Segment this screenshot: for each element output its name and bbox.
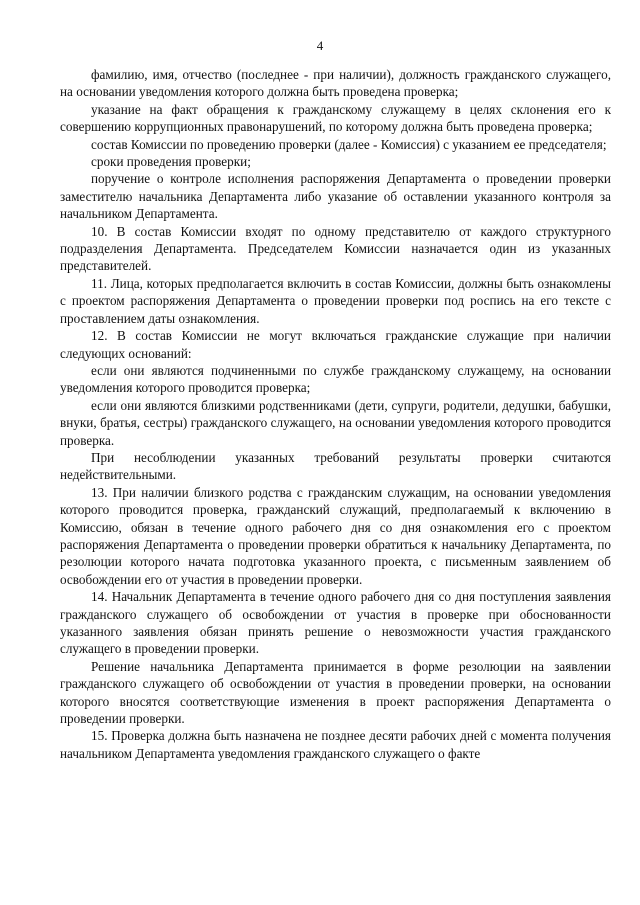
paragraph-15: 15. Проверка должна быть назначена не позднее десяти рабочих дней с момента получения начальником Департамента уведомления гражданского служащего о факте — [60, 728, 611, 761]
paragraph-14: Решение начальника Департамента принимается в форме резолюции на заявлении гражданского служащего об освобождении от участия в проведении проверки, на основании которого вносятся соответствующие изменения в проект распоряжения Департамента о проведении проверки. — [60, 658, 611, 727]
paragraph-3: состав Комиссии по проведению проверки (далее - Комиссия) с указанием ее председателя; — [91, 136, 607, 152]
paragraph-6: 10. В состав Комиссии входят по одному представителю от каждого структурного подразделения Департамента. Председателем Комиссии назначается один из указанных представителей. — [60, 223, 611, 274]
paragraph-4: сроки проведения проверки; — [91, 154, 251, 170]
paragraph-2: указание на факт обращения к гражданскому служащему в целях склонения его к совершению коррупционных правонарушений, по которому должна быть проведена проверка; — [60, 101, 611, 135]
paragraph-10: если они являются близкими родственниками (дети, супруги, родители, дедушки, бабушки, внуки, братья, сестры) гражданского служащего, на основании уведомления которого проводится проверка. — [60, 397, 611, 448]
paragraph-12: 13. При наличии близкого родства с гражданским служащим, на основании уведомления которого проводится проверка, гражданский служащий, предполагаемый к включению в Комиссию, обязан в течение одного рабочего дня со дня ознакомления его с проектом распоряжения Департамента о проведении проверки обратиться к начальнику Департамента, по резолюции которого начата подготовка указанного проекта, с письменным заявлением об освобождении его от участия в проведении проверки. — [60, 484, 611, 587]
paragraph-13: 14. Начальник Департамента в течение одного рабочего дня со дня поступления заявления гражданского служащего об освобождении от участия в проверке при обоснованности указанного заявления обязан принять решение о невозможности участия гражданского служащего в проведении проверки. — [60, 589, 611, 657]
paragraph-9: если они являются подчиненными по службе гражданскому служащему, на основании уведомления которого проводится проверка; — [60, 362, 611, 396]
paragraph-5: поручение о контроле исполнения распоряжения Департамента о проведении проверки заместителю начальника Департамента либо указание об оставлении указанного контроля за начальником Департамента. — [60, 171, 611, 222]
paragraph-1: фамилию, имя, отчество (последнее - при наличии), должность гражданского служащего, на основании уведомления которого должна быть проведена проверка; — [60, 67, 611, 100]
page-number: 4 — [316, 38, 324, 53]
paragraph-7: 11. Лица, которых предполагается включить в состав Комиссии, должны быть ознакомлены с проектом распоряжения Департамента о проведении проверки под роспись на его тексте с проставлением даты ознакомления. — [60, 275, 611, 326]
paragraph-8: 12. В состав Комиссии не могут включаться гражданские служащие при наличии следующих оснований: — [60, 328, 611, 361]
document-body — [60, 66, 611, 762]
paragraph-11: При несоблюдении указанных требований результаты проверки считаются недействительными. — [60, 449, 611, 483]
